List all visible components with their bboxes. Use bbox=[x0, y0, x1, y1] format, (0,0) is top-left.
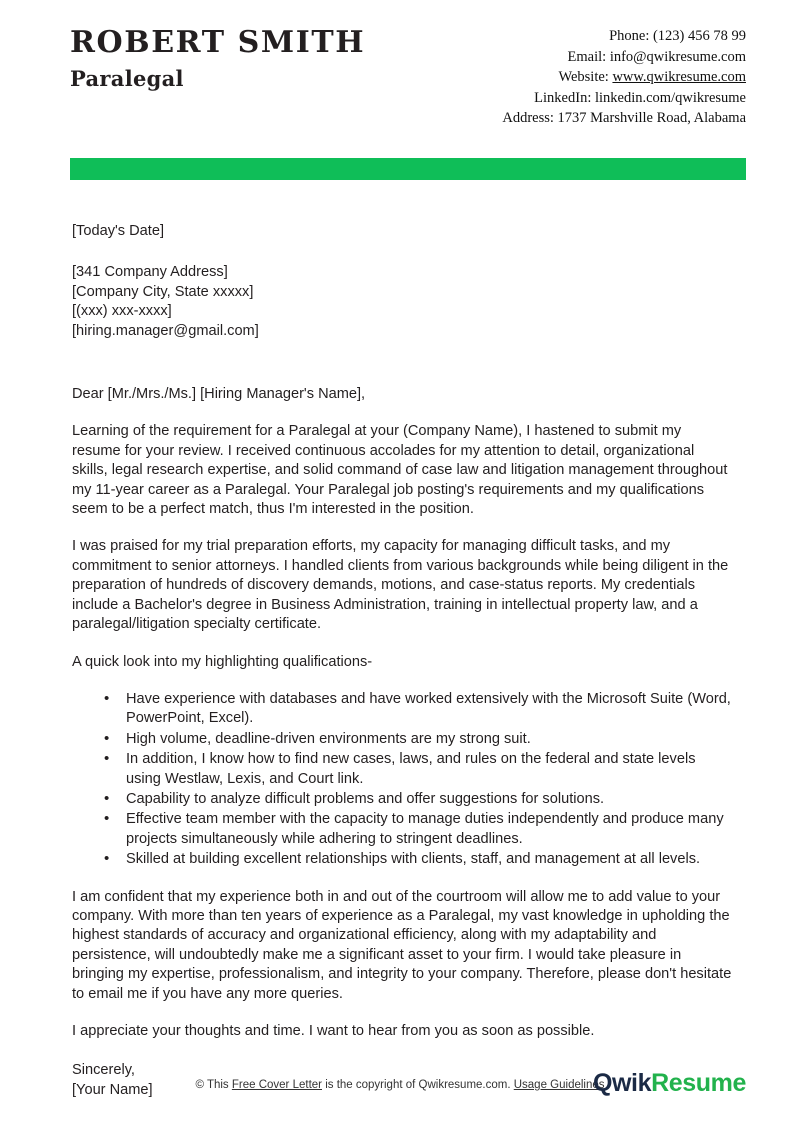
letter-body bbox=[72, 222, 732, 1100]
salutation: Dear [Mr./Mrs./Ms.] [Hiring Manager's Name], bbox=[72, 386, 366, 403]
body-paragraph-2: I was praised for my trial preparation efforts, my capacity for managing difficult tasks, and my commitment to senior attorneys. I handled clients from various backgrounds while being diligent in the preparation of hundreds of discovery demands, motions, and case-status reports. My credentials include a Bachelor's degree in Business Administration, training in intellectual property law, and a paralegal/litigation specialty certificate. bbox=[72, 538, 729, 633]
contact-block bbox=[502, 24, 746, 129]
qwikresume-logo[interactable] bbox=[593, 1069, 746, 1098]
logo-text-qwik: Qwik bbox=[592, 1069, 652, 1097]
contact-website bbox=[502, 67, 746, 88]
applicant-job-title: Paralegal bbox=[70, 65, 184, 91]
recipient-city-state: [Company City, State xxxxx] bbox=[72, 283, 254, 300]
list-item: • Capability to analyze difficult problems and offer suggestions for solutions. bbox=[104, 790, 732, 809]
letter-date: [Today's Date] bbox=[72, 223, 165, 239]
logo-text-resume: Resume bbox=[651, 1069, 746, 1097]
footer-copyright-middle: is the copyright of Qwikresume.com. bbox=[322, 1079, 514, 1091]
contact-website-link[interactable]: www.qwikresume.com bbox=[612, 69, 746, 86]
document-header bbox=[70, 24, 746, 129]
recipient-phone: [(xxx) xxx-xxxx] bbox=[72, 303, 172, 320]
contact-phone: Phone: (123) 456 78 99 bbox=[609, 28, 746, 44]
accent-bar bbox=[70, 158, 746, 180]
contact-linkedin: LinkedIn: linkedin.com/qwikresume bbox=[534, 89, 746, 106]
body-paragraph-4: I appreciate your thoughts and time. I want to hear from you as soon as possible. bbox=[72, 1023, 595, 1039]
body-paragraph-1: Learning of the requirement for a Paralegal at your (Company Name), I hastened to submit my resume for your review. I received continuous accolades for my attention to detail, organizational skills, legal research expertise, and solid command of case law and litigation management throughout my 11-year career as a Paralegal. Your Paralegal job posting's requirements and my qualifications seem to be a perfect match, thus I'm interested in the position. bbox=[72, 423, 728, 518]
recipient-address: [341 Company Address] bbox=[72, 264, 228, 281]
identity-block bbox=[70, 24, 365, 91]
footer-free-cover-letter-link[interactable]: Free Cover Letter bbox=[231, 1079, 322, 1091]
list-item: • High volume, deadline-driven environments are my strong suit. bbox=[104, 730, 732, 749]
list-item: • In addition, I know how to find new cases, laws, and rules on the federal and state levels using Westlaw, Lexis, and Court link. bbox=[104, 750, 732, 789]
document-footer bbox=[0, 1069, 800, 1113]
contact-address: Address: 1737 Marshville Road, Alabama bbox=[502, 110, 746, 127]
list-item: • Skilled at building excellent relationships with clients, staff, and management at all levels. bbox=[104, 850, 732, 869]
qualifications-intro: A quick look into my highlighting qualifications- bbox=[72, 653, 373, 670]
body-paragraph-3: I am confident that my experience both in and out of the courtroom will allow me to add value to your company. With more than ten years of experience as a Paralegal, my vast knowledge in upholding the highest standards of accuracy and organizational efficiency, along with my adaptability and persistence, will undoubtedly make me a significant asset to your firm. I would take pleasure in bringing my expertise, professionalism, and integrity to your company. Therefore, please don't hesitate to email me if you have any more queries. bbox=[72, 888, 732, 1002]
qualifications-list bbox=[72, 690, 732, 870]
signature-placeholder: [Your Name] bbox=[72, 1081, 153, 1098]
closing-line: Sincerely, bbox=[72, 1062, 135, 1079]
footer-usage-guidelines-link[interactable]: Usage Guidelines bbox=[513, 1079, 605, 1091]
contact-website-label: Website: bbox=[558, 69, 613, 86]
recipient-email: [hiring.manager@gmail.com] bbox=[72, 322, 259, 339]
list-item: • Effective team member with the capacity to manage duties independently and produce many projects simultaneously while adhering to stringent deadlines. bbox=[104, 810, 732, 849]
contact-email: Email: info@qwikresume.com bbox=[567, 48, 746, 65]
recipient-block bbox=[72, 263, 732, 341]
applicant-name: ROBERT SMITH bbox=[70, 25, 366, 60]
list-item: • Have experience with databases and have worked extensively with the Microsoft Suite (Word, PowerPoint, Excel). bbox=[104, 690, 732, 729]
footer-copyright-prefix: © This bbox=[195, 1079, 232, 1091]
